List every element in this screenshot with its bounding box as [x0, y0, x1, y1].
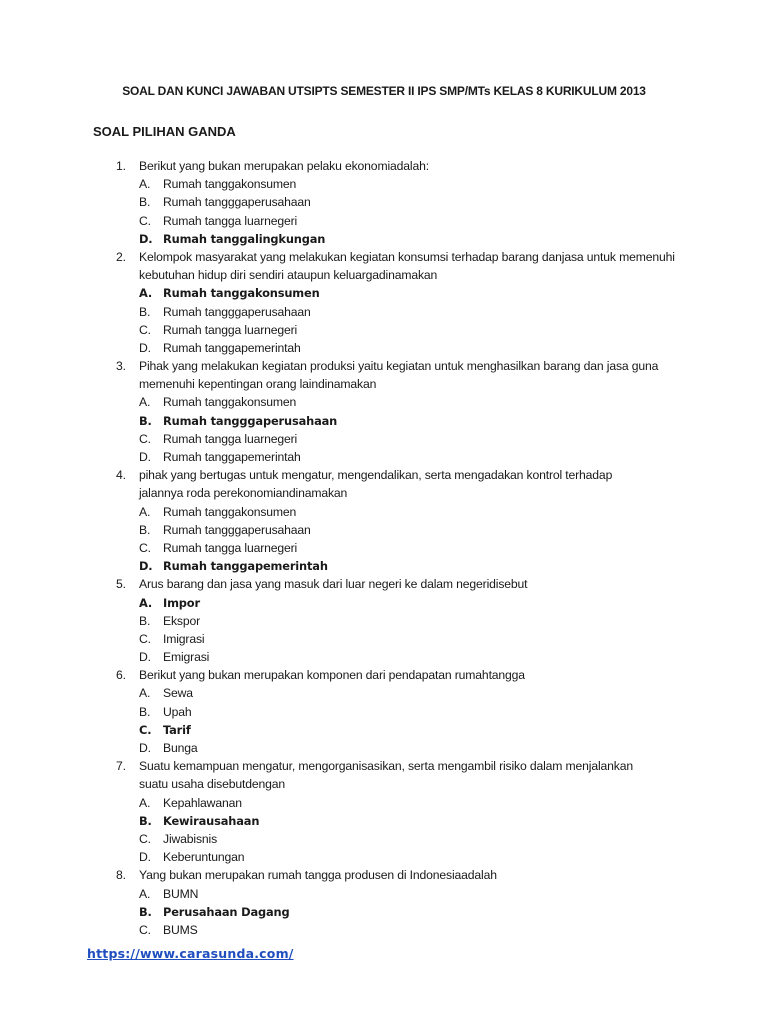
question-line — [0, 866, 768, 884]
answer-option-correct — [0, 903, 768, 921]
option-text: Rumah tangga luarnegeri — [163, 322, 298, 337]
answer-option — [0, 339, 768, 357]
question-line — [0, 248, 768, 266]
answer-option — [0, 503, 768, 521]
question-text: memenuhi kepentingan orang laindinamakan — [139, 377, 377, 392]
answer-option — [0, 921, 768, 939]
answer-option — [0, 739, 768, 757]
question-line — [0, 757, 768, 775]
option-text: Rumah tanggakonsumen — [163, 504, 297, 519]
question-line — [0, 775, 768, 793]
option-letter: A. — [139, 595, 153, 610]
question-line — [0, 157, 768, 175]
option-letter: C. — [139, 431, 151, 446]
option-letter: D. — [139, 650, 151, 665]
option-text: Imigrasi — [163, 631, 205, 646]
question-line — [0, 575, 768, 593]
answer-option — [0, 521, 768, 539]
question-line — [0, 666, 768, 684]
question-line — [0, 375, 768, 393]
option-letter: A. — [139, 795, 151, 810]
option-text: Jiwabisnis — [163, 831, 218, 846]
option-text: Rumah tanggakonsumen — [163, 177, 297, 192]
option-text: BUMN — [163, 886, 199, 901]
question-line — [0, 466, 768, 484]
option-text: Rumah tangga luarnegeri — [163, 540, 298, 555]
answer-option — [0, 539, 768, 557]
option-text: Rumah tanggapemerintah — [163, 340, 301, 355]
option-text: Rumah tanggapemerintah — [163, 450, 301, 464]
answer-option-correct — [0, 557, 768, 575]
option-letter: B. — [139, 613, 151, 628]
answer-option — [0, 794, 768, 812]
option-text: Rumah tanggapemerintah — [163, 559, 328, 574]
footer-link[interactable]: https://www.carasunda.com/ — [87, 946, 294, 961]
option-letter: A. — [139, 504, 151, 519]
answer-option — [0, 630, 768, 648]
option-text: Sewa — [163, 686, 193, 701]
option-letter: B. — [139, 522, 151, 537]
option-letter: D. — [139, 450, 151, 464]
answer-option — [0, 612, 768, 630]
option-text: Rumah tangggaperusahaan — [163, 413, 338, 428]
option-text: Rumah tangggaperusahaan — [163, 195, 311, 210]
option-letter: B. — [139, 304, 151, 319]
question-text: Kelompok masyarakat yang melakukan kegiatan konsumsi terhadap barang danjasa untuk memenuhi — [139, 249, 675, 264]
option-text: Perusahaan Dagang — [163, 904, 290, 919]
option-letter: C. — [139, 540, 151, 555]
option-letter: D. — [139, 231, 153, 246]
question-list — [0, 157, 768, 939]
option-text: Rumah tangga luarnegeri — [163, 213, 298, 228]
question-number: 3. — [116, 359, 126, 374]
question-text: Suatu kemampuan mengatur, mengorganisasikan, serta mengambil risiko dalam menjalankan — [139, 759, 633, 774]
option-letter: D. — [139, 559, 153, 574]
answer-option — [0, 175, 768, 193]
option-text: Emigrasi — [163, 650, 210, 665]
answer-option — [0, 448, 768, 466]
option-letter: D. — [139, 850, 151, 865]
option-letter: C. — [139, 213, 151, 228]
question-number: 1. — [116, 159, 126, 173]
question-text: Yang bukan merupakan rumah tangga produsen di Indonesiaadalah — [139, 868, 497, 883]
question-number: 7. — [116, 759, 126, 774]
option-text: Impor — [163, 595, 200, 610]
answer-option — [0, 393, 768, 411]
option-letter: C. — [139, 922, 151, 937]
option-letter: A. — [139, 286, 153, 301]
option-letter: C. — [139, 722, 152, 737]
answer-option — [0, 885, 768, 903]
option-text: BUMS — [163, 922, 198, 937]
question-text: Pihak yang melakukan kegiatan produksi yaitu kegiatan untuk menghasilkan barang dan jasa guna — [139, 359, 659, 374]
answer-option-correct — [0, 594, 768, 612]
answer-option — [0, 321, 768, 339]
answer-option-correct — [0, 812, 768, 830]
question-line — [0, 266, 768, 284]
question-text: Arus barang dan jasa yang masuk dari luar negeri ke dalam negeridisebut — [139, 577, 528, 592]
option-text: Kewirausahaan — [163, 813, 260, 828]
option-text: Kepahlawanan — [163, 795, 242, 810]
section-title: SOAL PILIHAN GANDA — [93, 124, 236, 139]
option-text: Rumah tangga luarnegeri — [163, 431, 298, 446]
option-letter: B. — [139, 904, 152, 919]
option-letter: A. — [139, 177, 151, 192]
question-line — [0, 484, 768, 502]
option-letter: A. — [139, 395, 151, 410]
option-text: Rumah tanggakonsumen — [163, 395, 297, 410]
option-letter: B. — [139, 813, 152, 828]
option-letter: B. — [139, 704, 151, 719]
question-text: Berikut yang bukan merupakan pelaku ekonomiadalah: — [139, 159, 429, 173]
question-text: Berikut yang bukan merupakan komponen dari pendapatan rumahtangga — [139, 668, 525, 683]
option-text: Tarif — [163, 722, 191, 737]
option-letter: C. — [139, 631, 151, 646]
option-letter: B. — [139, 195, 151, 210]
question-text: kebutuhan hidup diri sendiri ataupun keluargadinamakan — [139, 268, 438, 283]
option-text: Rumah tangggaperusahaan — [163, 304, 311, 319]
question-text: jalannya roda perekonomiandinamakan — [139, 486, 348, 501]
answer-option — [0, 648, 768, 666]
question-number: 5. — [116, 577, 126, 592]
question-number: 6. — [116, 668, 126, 683]
answer-option-correct — [0, 230, 768, 248]
option-letter: A. — [139, 686, 151, 701]
option-letter: D. — [139, 340, 151, 355]
answer-option — [0, 830, 768, 848]
question-line — [0, 357, 768, 375]
option-text: Rumah tanggalingkungan — [163, 231, 326, 246]
question-number: 4. — [116, 468, 126, 483]
answer-option — [0, 303, 768, 321]
answer-option — [0, 848, 768, 866]
option-letter: A. — [139, 886, 151, 901]
option-text: Keberuntungan — [163, 850, 245, 865]
option-letter: D. — [139, 741, 151, 755]
question-number: 8. — [116, 868, 126, 883]
answer-option — [0, 193, 768, 211]
answer-option — [0, 684, 768, 702]
answer-option — [0, 212, 768, 230]
option-text: Ekspor — [163, 613, 201, 628]
answer-option-correct — [0, 284, 768, 302]
option-letter: B. — [139, 413, 152, 428]
question-text: suatu usaha disebutdengan — [139, 777, 286, 792]
option-text: Rumah tanggakonsumen — [163, 286, 320, 301]
question-text: pihak yang bertugas untuk mengatur, mengendalikan, serta mengadakan kontrol terhadap — [139, 468, 613, 483]
answer-option — [0, 430, 768, 448]
answer-option-correct — [0, 721, 768, 739]
option-text: Bunga — [163, 741, 198, 755]
answer-option — [0, 703, 768, 721]
option-text: Upah — [163, 704, 192, 719]
option-letter: C. — [139, 831, 151, 846]
option-letter: C. — [139, 322, 151, 337]
document-title: SOAL DAN KUNCI JAWABAN UTSIPTS SEMESTER II IPS SMP/MTs KELAS 8 KURIKULUM 2013 — [122, 84, 646, 98]
answer-option-correct — [0, 412, 768, 430]
question-number: 2. — [116, 249, 126, 264]
option-text: Rumah tangggaperusahaan — [163, 522, 311, 537]
